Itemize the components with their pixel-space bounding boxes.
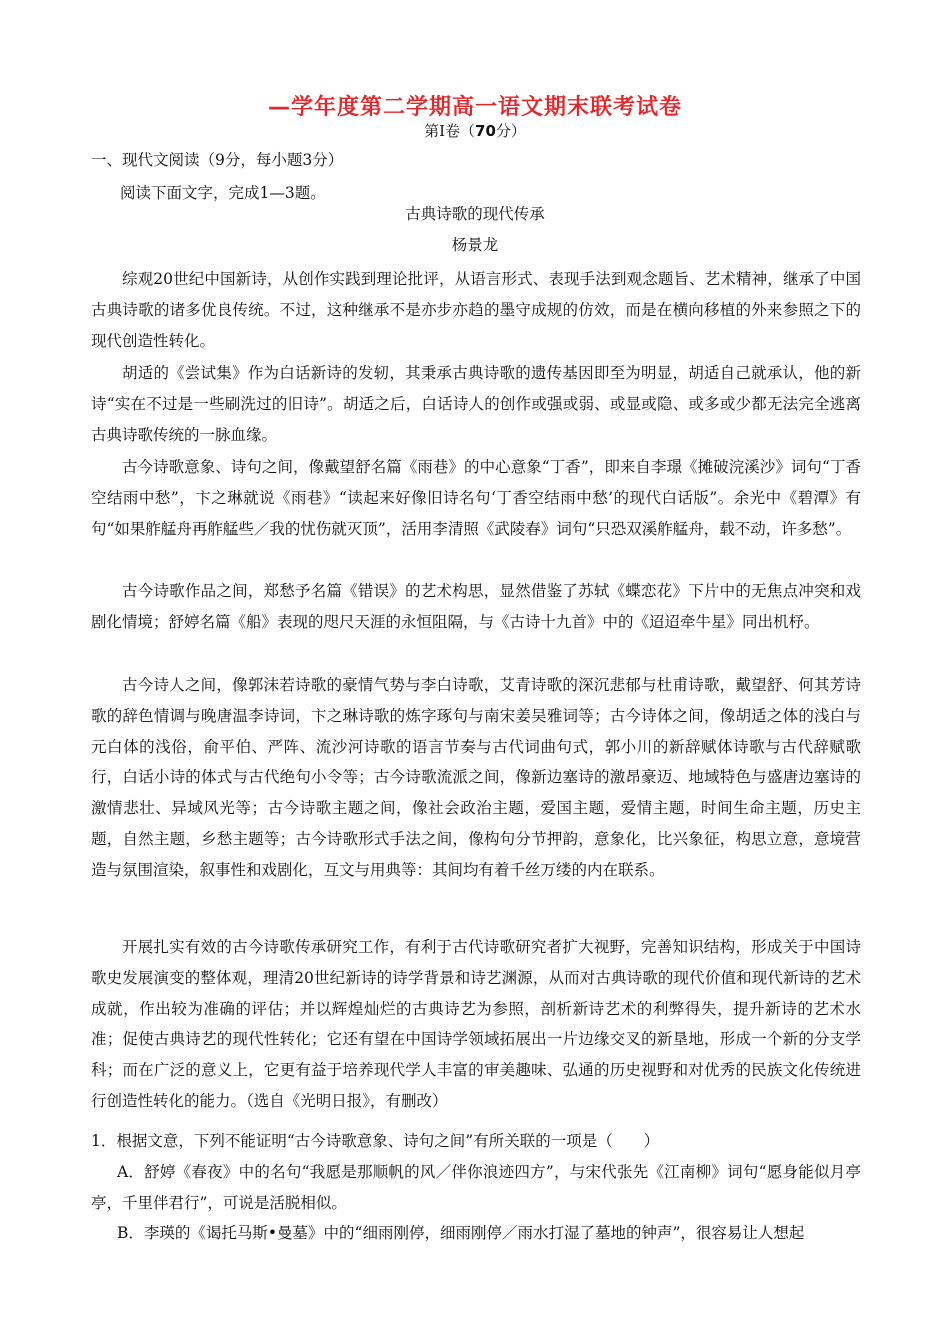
article-author: 杨景龙	[451, 236, 499, 254]
article-paragraph: 胡适的《尝试集》作为白话新诗的发轫，其秉承古典诗歌的遗传基因即至为明显，胡适自己就承认，他的新诗“实在不过是一些刷洗过的旧诗”。胡适之后，白话诗人的创作或强或弱、或显或隐、或多或少都无法完全逃离古典诗歌传统的一脉血缘。	[91, 364, 861, 444]
volume-label-end: 分）	[495, 122, 526, 140]
exam-title: —学年度第二学期高一语文期末联考试卷	[267, 95, 682, 120]
question-option-a: A．舒婷《春夜》中的名句“我愿是那顺帆的风／伴你浪迹四方”，与宋代张先《江南柳》词句“愿身能似月亭亭，千里伴君行”，可说是活脱相似。	[91, 1163, 861, 1212]
article-paragraph: 古今诗歌作品之间，郑愁予名篇《错误》的艺术构思，显然借鉴了苏轼《蝶恋花》下片中的无焦点冲突和戏剧化情境；舒婷名篇《船》表现的咫尺天涯的永恒阻隔，与《古诗十九首》中的《迢迢牵牛星》同出机杼。	[91, 582, 861, 631]
article-paragraph: 开展扎实有效的古今诗歌传承研究工作，有利于古代诗歌研究者扩大视野，完善知识结构，形成关于中国诗歌史发展演变的整体观，理清20世纪新诗的诗学背景和诗艺渊源，从而对古典诗歌的现代价值和现代新诗的艺术成就，作出较为准确的评估；并以辉煌灿烂的古典诗艺为参照，剖析新诗艺术的利弊得失，提升新诗的艺术水准；促使古典诗艺的现代性转化；它还有望在中国诗学领域拓展出一片边缘交叉的新垦地，形成一个新的分支学科；而在广泛的意义上，它更有益于培养现代学人丰富的审美趣味、弘通的历史视野和对优秀的民族文化传统进行创造性转化的能力。（选自《光明日报》，有删改）	[91, 938, 861, 1110]
article-paragraph: 综观20世纪中国新诗，从创作实践到理论批评，从语言形式、表现手法到观念题旨、艺术精神，继承了中国古典诗歌的诸多优良传统。不过，这种继承不是亦步亦趋的墨守成规的仿效，而是在横向移植的外来参照之下的现代创造性转化。	[91, 270, 861, 350]
article-title: 古典诗歌的现代传承	[405, 205, 545, 223]
reading-instruction: 阅读下面文字，完成1—3题。	[120, 184, 326, 202]
article-paragraph: 古今诗人之间，像郭沫若诗歌的豪情气势与李白诗歌，艾青诗歌的深沉悲郁与杜甫诗歌，戴望舒、何其芳诗歌的辞色情调与晚唐温李诗词，卞之琳诗歌的炼字琢句与南宋姜吴雅词等；古今诗体之间，像胡适之体的浅白与元白体的浅俗，俞平伯、严阵、流沙河诗歌的语言节奏与古代词曲句式，郭小川的新辞赋体诗歌与古代辞赋歌行，白话小诗的体式与古代绝句小令等；古今诗歌流派之间，像新边塞诗的激昂豪迈、地域特色与盛唐边塞诗的激情悲壮、异域风光等；古今诗歌主题之间，像社会政治主题，爱国主题，爱情主题，时间生命主题，历史主题，自然主题，乡愁主题等；古今诗歌形式手法之间，像构句分节押韵，意象化，比兴象征，构思立意，意境营造与氛围渲染，叙事性和戏剧化，互文与用典等：其间均有着千丝万缕的内在联系。	[91, 676, 861, 879]
volume-score: 70	[475, 122, 496, 140]
question-stem: 1．根据文意，下列不能证明“古今诗歌意象、诗句之间”有所关联的一项是（ ）	[91, 1132, 660, 1150]
question-option-b: B．李瑛的《谒托马斯•曼墓》中的“细雨刚停，细雨刚停／雨水打湿了墓地的钟声”，很容易让人想起	[117, 1224, 805, 1242]
article-paragraph: 古今诗歌意象、诗句之间，像戴望舒名篇《雨巷》的中心意象“丁香”，即来自李璟《摊破浣溪沙》词句“丁香空结雨中愁”，卞之琳就说《雨巷》“读起来好像旧诗名句‘丁香空结雨中愁’的现代白话版”。余光中《碧潭》有句“如果舴艋舟再舴艋些／我的忧伤就灭顶”，活用李清照《武陵春》词句“只恐双溪舴艋舟，载不动，许多愁”。	[91, 458, 861, 538]
section-heading: 一、现代文阅读（9分，每小题3分）	[91, 151, 344, 169]
volume-label: 第Ⅰ卷（	[424, 122, 476, 140]
volume-subtitle	[0, 120, 950, 141]
